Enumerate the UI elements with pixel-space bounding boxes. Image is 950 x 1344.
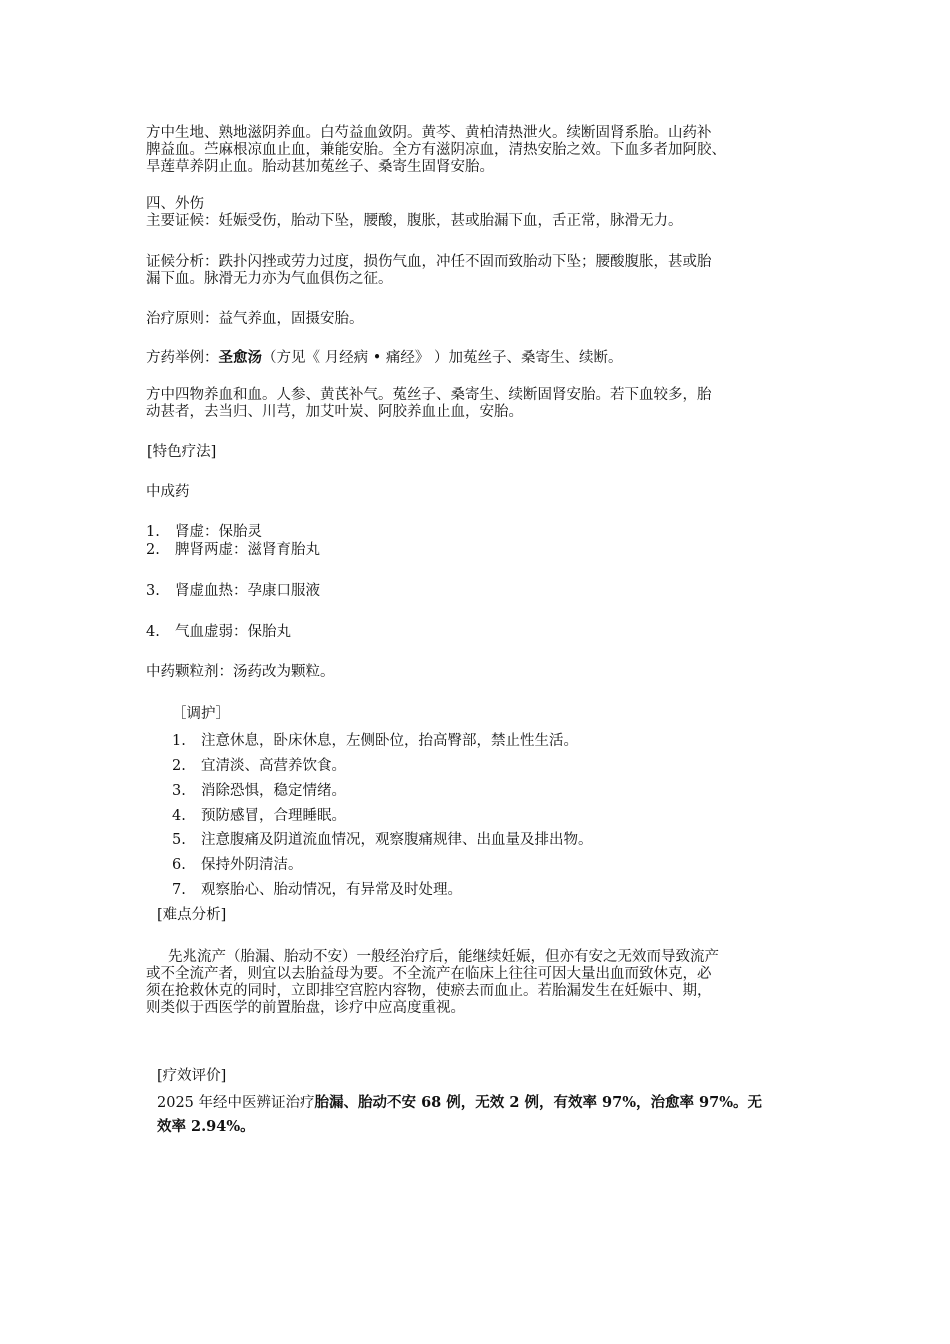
efficacy-stats: 胎漏、胎动不安 68 例，无效 2 例，有效率 97%，治愈率 97%。无 bbox=[314, 1094, 762, 1111]
list-item: 3. 肾虚血热：孕康口服液 bbox=[146, 583, 320, 599]
text-line: 方中生地、熟地滋阴养血。白芍益血敛阴。黄芩、黄柏清热泄火。续断固肾系胎。山药补 bbox=[146, 125, 712, 141]
text-line: 旱莲草养阴止血。胎动甚加菟丝子、桑寄生固肾安胎。 bbox=[146, 159, 494, 175]
text-line: 方中四物养血和血。人参、黄芪补气。菟丝子、桑寄生、续断固肾安胎。若下血较多，胎 bbox=[146, 387, 712, 403]
text-line: 证候分析：跌扑闪挫或劳力过度，损伤气血，冲任不固而致胎动下坠；腰酸腹胀，甚或胎 bbox=[146, 254, 712, 270]
text-line: 脾益血。苎麻根凉血止血，兼能安胎。全方有滋阴凉血，清热安胎之效。下血多者加阿胶、 bbox=[146, 142, 726, 158]
main-symptoms: 主要证候：妊娠受伤，胎动下坠，腰酸，腹胀，甚或胎漏下血，舌正常，脉滑无力。 bbox=[146, 213, 683, 229]
care-heading: ［调护］ bbox=[172, 706, 230, 722]
prescription-prefix: 方药举例： bbox=[146, 350, 219, 366]
difficulty-paragraph bbox=[146, 949, 811, 1017]
care-item: 5. 注意腹痛及阴道流血情况，观察腹痛规律、出血量及排出物。 bbox=[172, 832, 593, 848]
section-heading-trauma: 四、外伤 bbox=[146, 196, 204, 212]
text-line: 漏下血。脉滑无力亦为气血俱伤之征。 bbox=[146, 271, 393, 287]
list-item: 4. 气血虚弱：保胎丸 bbox=[146, 624, 291, 640]
prescription-name: 圣愈汤 bbox=[218, 349, 262, 366]
efficacy-heading: [疗效评价] bbox=[157, 1068, 227, 1084]
care-item: 2. 宜清淡、高营养饮食。 bbox=[172, 758, 346, 774]
patent-medicine-heading: 中成药 bbox=[146, 484, 190, 500]
formula-explanation-paragraph bbox=[146, 125, 811, 176]
prescription-example bbox=[146, 349, 623, 367]
treatment-principle: 治疗原则：益气养血，固摄安胎。 bbox=[146, 311, 364, 327]
list-item: 2. 脾肾两虚：滋肾育胎丸 bbox=[146, 542, 320, 558]
text-line: 则类似于西医学的前置胎盘，诊疗中应高度重视。 bbox=[146, 1000, 465, 1016]
granules-note: 中药颗粒剂：汤药改为颗粒。 bbox=[146, 664, 335, 680]
difficulty-heading: [难点分析] bbox=[157, 907, 227, 923]
care-item: 4. 预防感冒，合理睡眠。 bbox=[172, 808, 346, 824]
care-item: 6. 保持外阴清洁。 bbox=[172, 857, 303, 873]
prescription-suffix: （方见《 月经病 • 痛经》 ）加菟丝子、桑寄生、续断。 bbox=[262, 350, 623, 366]
efficacy-stats-continued: 效率 2.94%。 bbox=[157, 1118, 255, 1135]
text-line: 先兆流产（胎漏、胎动不安）一般经治疗后，能继续妊娠，但亦有安之无效而导致流产 bbox=[168, 949, 719, 965]
prescription-notes bbox=[146, 387, 811, 421]
text-line: 或不全流产者，则宜以去胎益母为要。不全流产在临床上往往可因大量出血而致休克，必 bbox=[146, 966, 712, 982]
list-item: 1. 肾虚：保胎灵 bbox=[146, 524, 262, 540]
care-item: 3. 消除恐惧，稳定情绪。 bbox=[172, 783, 346, 799]
text-line: 须在抢救休克的同时，立即排空宫腔内容物，使瘀去而血止。若胎漏发生在妊娠中、期， bbox=[146, 983, 712, 999]
special-therapy-heading: [特色疗法] bbox=[147, 444, 217, 460]
efficacy-line bbox=[157, 1094, 762, 1112]
symptom-analysis bbox=[146, 254, 811, 288]
care-item: 1. 注意休息，卧床休息，左侧卧位，抬高臀部，禁止性生活。 bbox=[172, 733, 578, 749]
text-line: 动甚者，去当归、川芎，加艾叶炭、阿胶养血止血，安胎。 bbox=[146, 404, 523, 420]
care-item: 7. 观察胎心、胎动情况，有异常及时处理。 bbox=[172, 882, 462, 898]
efficacy-intro: 2025 年经中医辨证治疗 bbox=[157, 1095, 315, 1111]
